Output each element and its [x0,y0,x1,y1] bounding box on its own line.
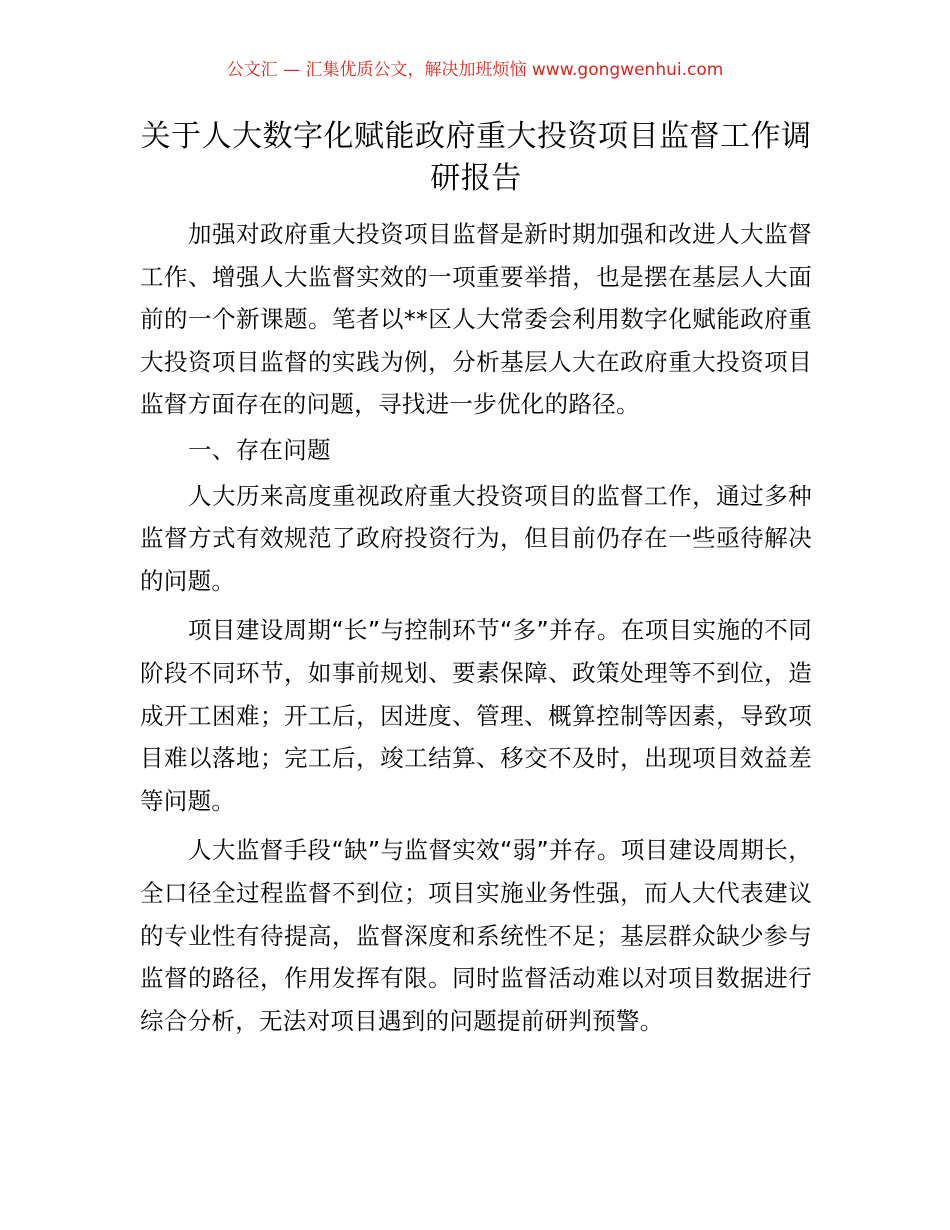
section-heading: 一、存在问题 [188,435,331,464]
body-paragraph: 人大监督手段“缺”与监督实效“弱”并存。项目建设周期长，全口径全过程监督不到位；项目实施业务性强，而人大代表建议的专业性有待提高，监督深度和系统性不足；基层群众缺少参与监督的路径，作用发挥有限。同时监督活动难以对项目数据进行综合分析，无法对项目遇到的问题提前研判预警。 [140,836,812,1035]
header-banner: 公文汇 — 汇集优质公文，解决加班烦恼 www.gongwenhui.com [226,60,724,80]
document-title: 关于人大数字化赋能政府重大投资项目监督工作调研报告 [140,119,812,196]
intro-paragraph: 加强对政府重大投资项目监督是新时期加强和改进人大监督工作、增强人大监督实效的一项重要举措，也是摆在基层人大面前的一个新课题。笔者以**区人大常委会利用数字化赋能政府重大投资项目监督的实践为例，分析基层人大在政府重大投资项目监督方面存在的问题，寻找进一步优化的路径。 [140,220,812,419]
body-paragraph: 项目建设周期“长”与控制环节“多”并存。在项目实施的不同阶段不同环节，如事前规划、要素保障、政策处理等不到位，造成开工困难；开工后，因进度、管理、概算控制等因素，导致项目难以落地；完工后，竣工结算、移交不及时，出现项目效益差等问题。 [140,616,812,815]
document-body [140,213,812,1042]
body-paragraph: 人大历来高度重视政府重大投资项目的监督工作，通过多种监督方式有效规范了政府投资行为，但目前仍存在一些亟待解决的问题。 [140,481,812,595]
